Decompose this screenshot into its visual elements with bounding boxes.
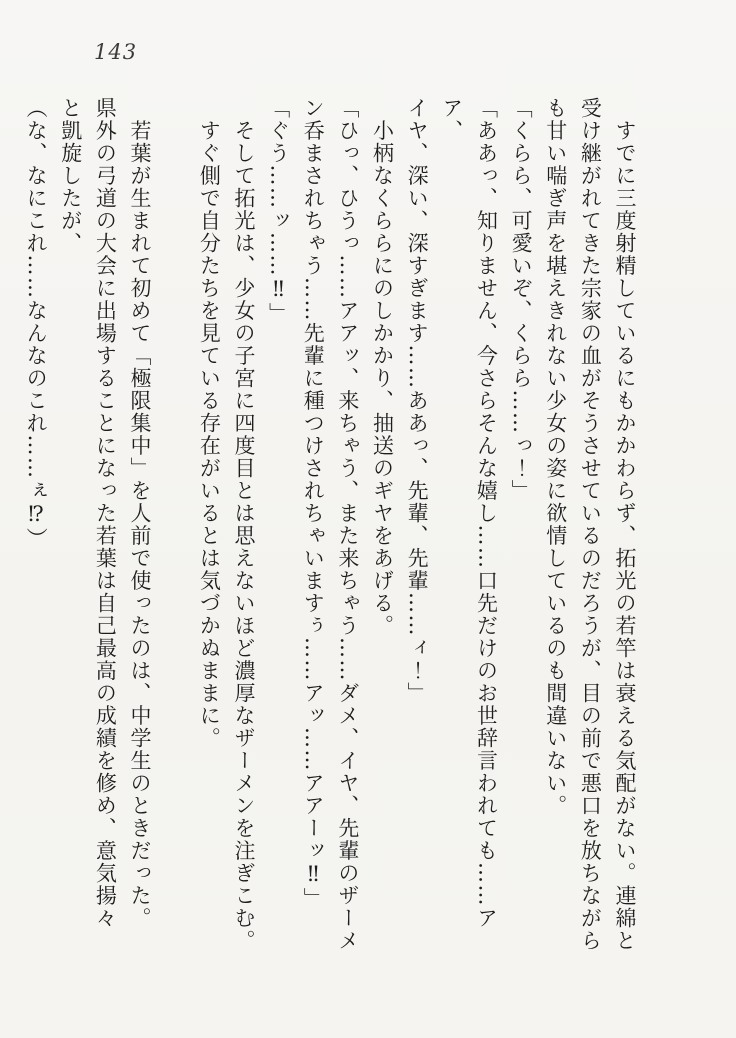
text-line: ン呑まされちゃう……先輩に種つけされちゃいますぅ……アッ……アアーッ‼」 [301, 97, 326, 910]
text-line: 小柄なくららにのしかかり、抽送のギヤをあげる。 [370, 97, 395, 637]
text-line: （な、なにこれ……なんなのこれ……ぇ⁉） [24, 97, 49, 550]
text-line: イヤ、深い、深すぎます……ああっ、先輩、先輩……ィ！」 [405, 97, 430, 705]
text-line: 「ああっ、知りません、今さらそんな嬉し……口先だけのお世辞言われても……アア、 [439, 97, 499, 930]
text-line: すでに三度射精しているにもかかわらず、拓光の若竿は衰える気配がない。連綿と [613, 97, 637, 952]
text-line: 「ひっ、ひうっ……アアッ、来ちゃう、また来ちゃう……ダメ、イヤ、先輩のザーメ [335, 97, 360, 952]
text-line: 「ぐう……ッ……‼」 [266, 97, 291, 325]
text-line: 「くらら、可愛いぞ、くらら……っ！」 [509, 97, 534, 502]
text-line: すぐ側で自分たちを見ている存在がいるとは気づかぬままに。 [197, 97, 222, 750]
blank-separator-line [157, 97, 192, 963]
text-area [18, 97, 642, 963]
page-number: 143 [94, 40, 138, 64]
text-line: 若葉が生まれて初めて「極限集中」を人前で使ったのは、中学生のときだった。 [128, 97, 153, 930]
text-line: も甘い喘ぎ声を堪えきれない少女の姿に欲情しているのも間違いない。 [543, 97, 568, 817]
text-line: 受け継がれてきた宗家の血がそうさせているのだろうが、目の前で悪口を放ちながら [578, 97, 603, 952]
text-line: と凱旋したが、 [58, 97, 83, 255]
text-line: そして拓光は、少女の子宮に四度目とは思えないほど濃厚なザーメンを注ぎこむ。 [231, 97, 256, 952]
text-line: 県外の弓道の大会に出場することになった若葉は自己最高の成績を修め、意気揚々 [93, 97, 118, 930]
